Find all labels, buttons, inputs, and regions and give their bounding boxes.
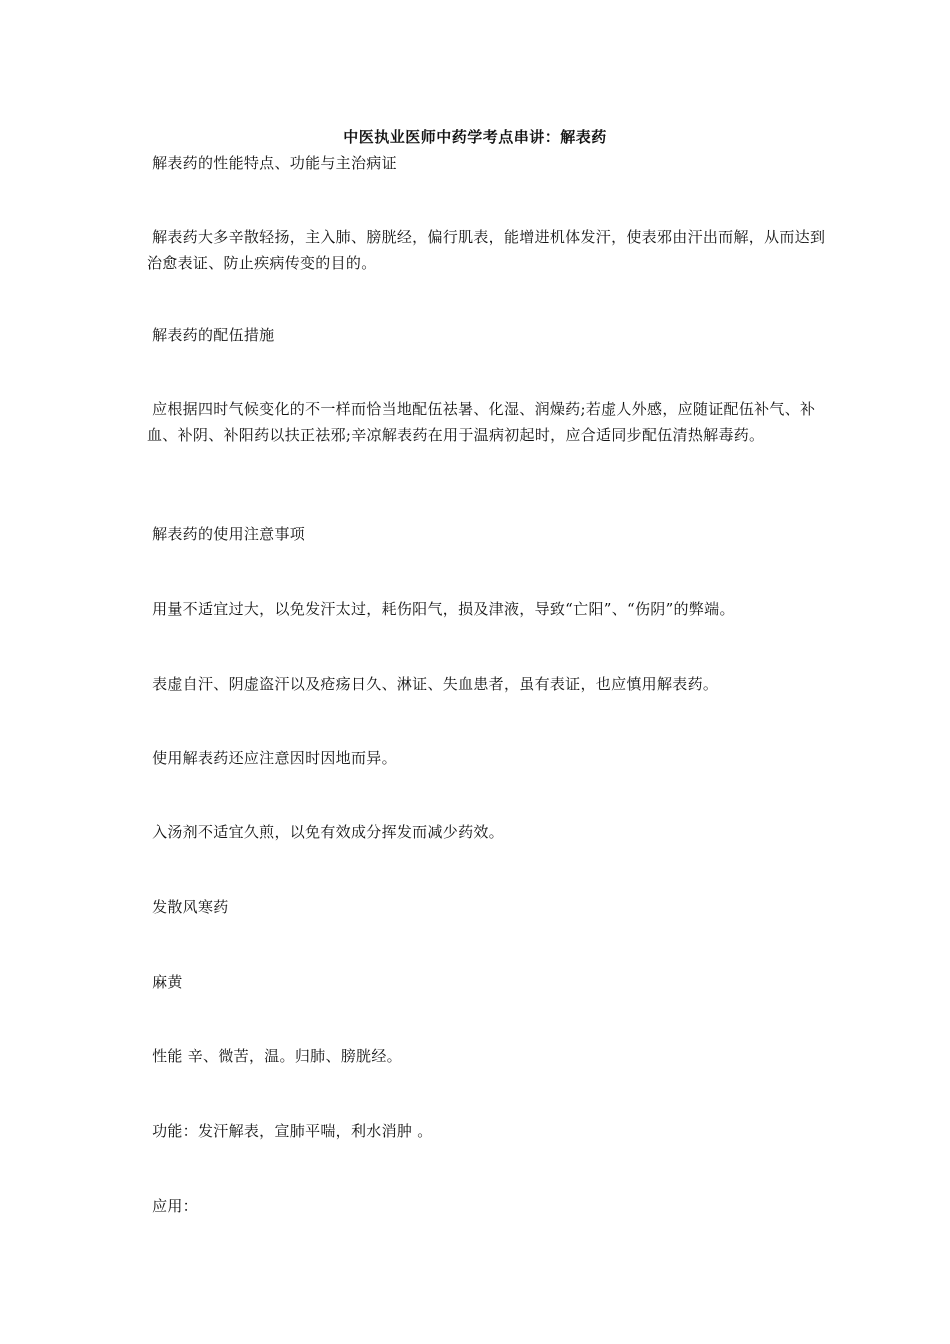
paragraph-herb-applications: 应用：: [147, 1197, 198, 1215]
paragraph-precaution-contraindication: 表虚自汗、阴虚盗汗以及疮疡日久、淋证、失血患者，虽有表证，也应慎用解表药。: [147, 675, 719, 693]
paragraph-properties-body: 解表药大多辛散轻扬，主入肺、膀胱经，偏行肌表，能增进机体发汗，使表邪由汗出而解，从而达到治愈表证、防止疾病传变的目的。: [147, 228, 826, 272]
paragraph-precaution-time-place: 使用解表药还应注意因时因地而异。: [147, 749, 397, 767]
paragraph-precaution-dosage: 用量不适宜过大，以免发汗太过，耗伤阳气，损及津液，导致“亡阳”、“伤阴”的弊端。: [147, 600, 735, 618]
paragraph-precautions-heading: 解表药的使用注意事项: [147, 525, 306, 543]
paragraph-herb-properties: 性能 辛、微苦，温。归肺、膀胱经。: [147, 1047, 402, 1065]
paragraph-precaution-decoction: 入汤剂不适宜久煎，以免有效成分挥发而减少药效。: [147, 823, 504, 841]
paragraph-section-wind-cold: 发散风寒药: [147, 898, 229, 916]
paragraph-properties-heading: 解表药的性能特点、功能与主治病证: [147, 154, 397, 172]
document-title: 中医执业医师中药学考点串讲：解表药: [343, 128, 607, 146]
paragraph-herb-name: 麻黄: [147, 973, 183, 991]
paragraph-herb-functions: 功能：发汗解表，宣肺平喘，利水消肿 。: [147, 1122, 433, 1140]
paragraph-compatibility-heading: 解表药的配伍措施: [147, 326, 275, 344]
paragraph-compatibility-body: 应根据四时气候变化的不一样而恰当地配伍祛暑、化湿、润燥药;若虚人外感，应随证配伍补气、补血、补阴、补阳药以扶正祛邪;辛凉解表药在用于温病初起时，应合适同步配伍清热解毒药。: [147, 400, 816, 444]
